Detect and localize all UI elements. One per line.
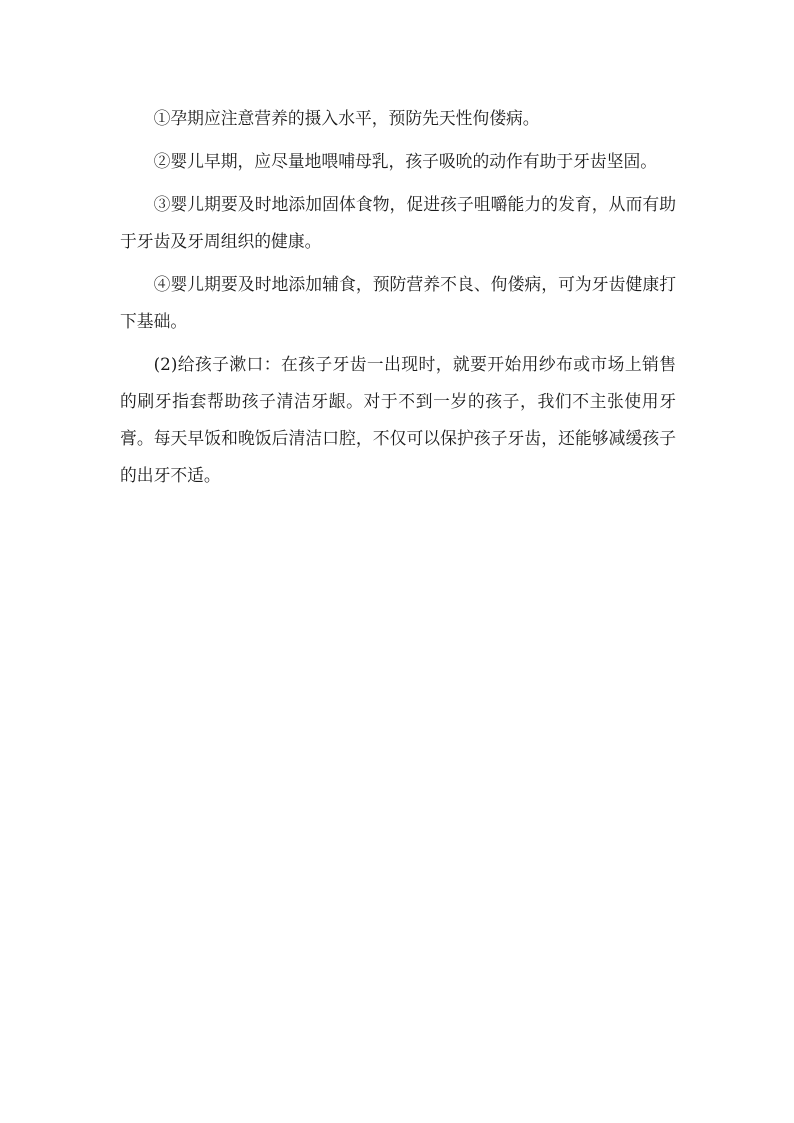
- paragraph-4: ④婴儿期要及时地添加辅食，预防营养不良、佝偻病，可为牙齿健康打下基础。: [120, 274, 676, 331]
- paragraph-2: ②婴儿早期，应尽量地喂哺母乳，孩子吸吮的动作有助于牙齿坚固。: [153, 151, 658, 171]
- document-body: [120, 100, 676, 500]
- paragraph-5: (2)给孩子漱口：在孩子牙齿一出现时，就要开始用纱布或市场上销售的刷牙指套帮助孩子清洁牙龈。对于不到一岁的孩子，我们不主张使用牙膏。每天早饭和晚饭后清洁口腔，不仅可以保护孩子牙齿，还能够减缓孩子的出牙不适。: [120, 354, 676, 485]
- paragraph-1: ①孕期应注意营养的摄入水平，预防先天性佝偻病。: [153, 108, 540, 128]
- paragraph-3: ③婴儿期要及时地添加固体食物，促进孩子咀嚼能力的发育，从而有助于牙齿及牙周组织的健康。: [120, 194, 676, 251]
